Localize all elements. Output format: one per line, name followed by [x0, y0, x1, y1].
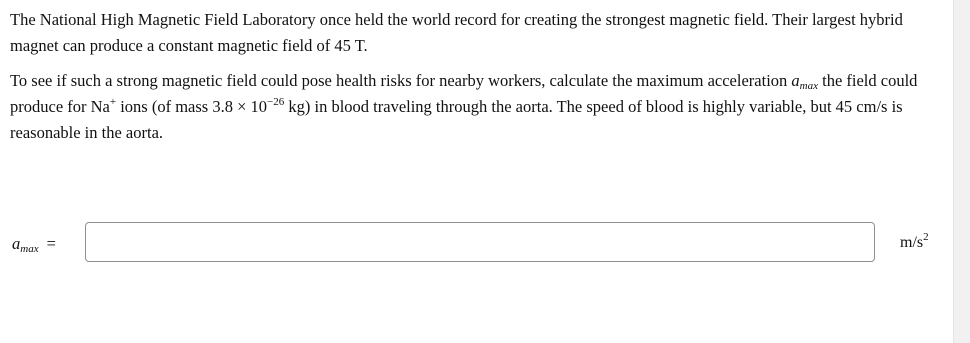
unit-base: m/s: [900, 234, 924, 251]
paragraph-2-text-4: kg) in blood traveling through the aorta. The speed of blood is highly variable, but 45 cm/s is reasonable in the aorta.: [10, 97, 903, 142]
paragraph-2-text-1: To see if such a strong magnetic field could pose health risks for nearby workers, calculate the maximum acceleration: [10, 71, 792, 90]
ion-charge: +: [109, 96, 117, 108]
problem-paragraph-1: The National High Magnetic Field Laboratory once held the world record for creating the strongest magnetic field. Their largest hybrid magnet can produce a constant magnetic field of 45 T.: [10, 10, 903, 55]
answer-row: [0, 222, 950, 264]
answer-label-symbol: a: [12, 234, 21, 253]
answer-input[interactable]: [85, 222, 875, 262]
acceleration-subscript: max: [799, 80, 818, 92]
unit-exponent: 2: [923, 231, 929, 243]
acceleration-symbol: a: [791, 71, 800, 90]
mass-exponent: −26: [267, 96, 285, 108]
answer-unit: [900, 231, 929, 252]
equals-sign: =: [46, 234, 56, 253]
answer-label-subscript: max: [20, 243, 39, 255]
paragraph-2-text-2: the field could produce for Na: [10, 71, 918, 116]
problem-paragraph-2: [10, 68, 940, 146]
vertical-scrollbar[interactable]: [953, 0, 970, 343]
answer-label: [12, 234, 56, 254]
problem-text: [10, 7, 940, 155]
paragraph-2-text-3: ions (of mass 3.8 × 10: [116, 97, 268, 116]
